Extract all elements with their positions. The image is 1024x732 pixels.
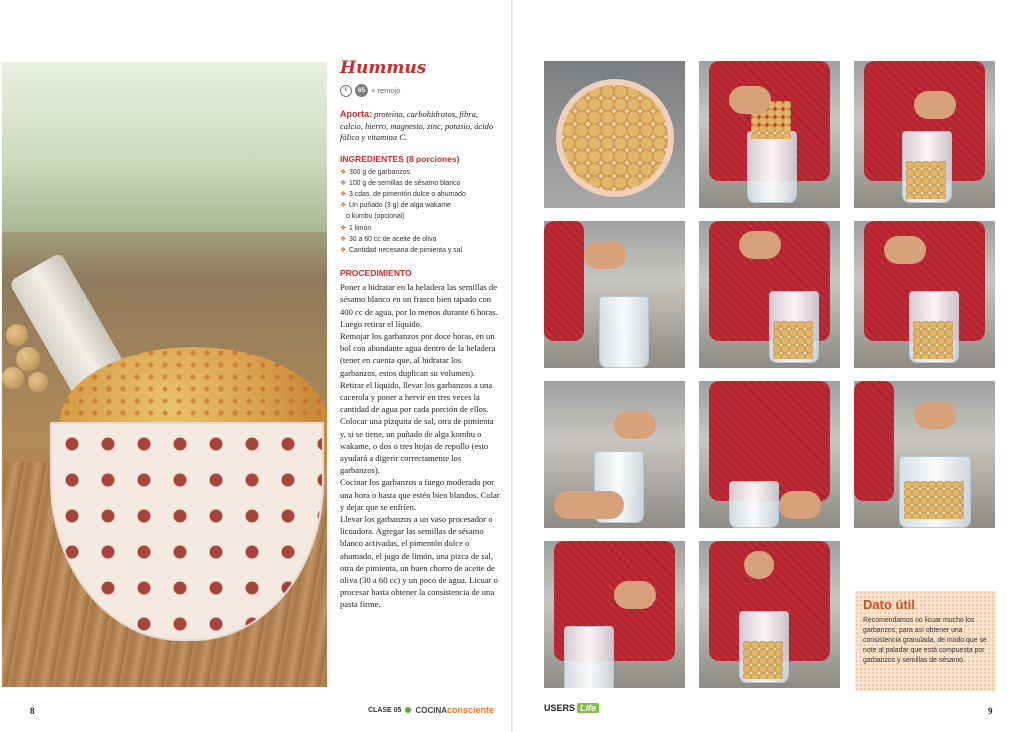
- list-item-continuation: o kumbu (opcional): [346, 213, 405, 221]
- step-photo-add-sesame: [544, 221, 685, 368]
- procedure-step: Cocinar los garbanzos a fuego moderado por una hora o hasta que estén bien blandos. Colar y dejar que se enfríen.: [340, 477, 500, 512]
- bullet-icon: ❖: [340, 190, 347, 198]
- time-badge: 65: [355, 84, 368, 97]
- page-gutter: [511, 0, 513, 732]
- list-item: ❖ 300 g de garbanzos: [340, 167, 500, 178]
- window-backdrop: [2, 62, 327, 232]
- class-label: CLASE 05: [368, 706, 402, 714]
- time-extra: + remojo: [371, 86, 401, 95]
- procedure-text: [340, 281, 500, 610]
- chickpea: [2, 367, 24, 389]
- green-dot-icon: [405, 707, 411, 713]
- brand-cocina: COCINA: [415, 705, 448, 715]
- recipe-column: [340, 58, 500, 611]
- bullet-icon: ❖: [340, 179, 347, 187]
- procedure-heading: PROCEDIMIENTO: [340, 268, 412, 279]
- chickpea: [28, 372, 48, 392]
- footer-brand-left: [368, 705, 494, 715]
- hero-hummus-photo: [2, 62, 327, 687]
- nutrients-text: proteína, carbohidratos, fibra, calcio, hierro, magnesio, zinc, potasio, ácido fólico y vitamina C.: [340, 109, 494, 142]
- brand-users: USERS: [544, 703, 576, 713]
- procedure-step: Remojar los garbanzos por doce horas, en un bol con abundante agua dentro de la heladera (tener en cuenta que, al hidratar los garbanzos, estos duplican su volumen). Retirar el líquido, llevar los garbanzos a una cacerola y poner a hervir en tres veces la cantidad de agua por cada porción de ellos. Colocar una pizquita de sal, otra de pimienta y, si se tiene, un puñado de alga kombu o wakame, o dos o tres hojas de repollo (esto ayudará a digerir correctamente los garbanzos).: [340, 330, 496, 476]
- page-number-left: 8: [30, 706, 35, 716]
- page-number-right: 9: [988, 706, 993, 716]
- nutrients-label: Aporta:: [340, 109, 372, 119]
- tip-title: Dato útil: [863, 597, 915, 612]
- tip-box: [855, 591, 996, 691]
- step-photo-blend: [699, 541, 840, 688]
- clock-icon: [340, 85, 352, 97]
- procedure-step: Llevar los garbanzos a un vaso procesador o licuadora. Agregar las semillas de sésamo blanco activadas, el pimentón dulce o ahumado, el jugo de limón, una pizca de sal, otra de pimienta, un buen chorro de aceite de oliva (30 a 60 cc) y un poco de agua. Licuar o procesar hasta obtener la consistencia de una pasta firme.: [340, 513, 498, 610]
- bullet-icon: ❖: [340, 224, 347, 232]
- list-item: ❖ 100 g de semillas de sésamo blanco: [340, 178, 500, 189]
- step-photo-squeeze-lemon: [544, 381, 685, 528]
- step-photo-pour-chickpeas: [699, 61, 840, 208]
- list-item: ❖ 1 limón: [340, 223, 500, 234]
- nutrients: [340, 109, 500, 144]
- tip-text: Recomendamos no licuar mucho los garbanzos, para así obtener una consistencia granulada, de modo que se note al paladar que está compuesta por garbanzos y semillas de sésamo.: [863, 617, 987, 664]
- step-photo-add-paprika: [854, 221, 995, 368]
- step-photo-pour-oil: [699, 381, 840, 528]
- bullet-icon: ❖: [340, 235, 347, 243]
- list-item: ❖ 30 a 60 cc de aceite de oliva: [340, 234, 500, 245]
- chickpea: [16, 347, 40, 371]
- ingredients-heading: INGREDIENTES (8 porciones): [340, 153, 460, 164]
- chickpea-bowl: [556, 79, 674, 197]
- ingredients-list: [340, 167, 500, 257]
- chickpea: [6, 324, 28, 346]
- list-item: ❖ Un puñado (3 g) de alga wakame: [340, 200, 500, 211]
- step-photo-pour-water: [854, 61, 995, 208]
- step-photo-add-salt: [544, 541, 685, 688]
- list-item: ❖ 3 cdas. de pimentón dulce o ahumado: [340, 189, 500, 200]
- recipe-title: Hummus: [340, 58, 427, 78]
- prep-time: [340, 84, 500, 97]
- bullet-icon: ❖: [340, 168, 347, 176]
- step-photo-soaked-chickpeas: [544, 61, 685, 208]
- footer-brand-right: [544, 703, 599, 713]
- brand-life-badge: Life: [577, 703, 599, 713]
- step-photo-add-oil: [699, 221, 840, 368]
- bullet-icon: ❖: [340, 202, 347, 210]
- list-item: ❖ Cantidad necesaria de pimienta y sal: [340, 245, 500, 256]
- bullet-icon: ❖: [340, 246, 347, 254]
- procedure-step: Poner a hidratar en la heladera las semillas de sésamo blanco en un frasco bien tapado con 400 cc de agua, por lo menos durante 6 horas. Luego retirar el líquido.: [340, 282, 498, 329]
- brand-consciente: consciente: [447, 705, 495, 715]
- step-photo-add-garlic: [854, 381, 995, 528]
